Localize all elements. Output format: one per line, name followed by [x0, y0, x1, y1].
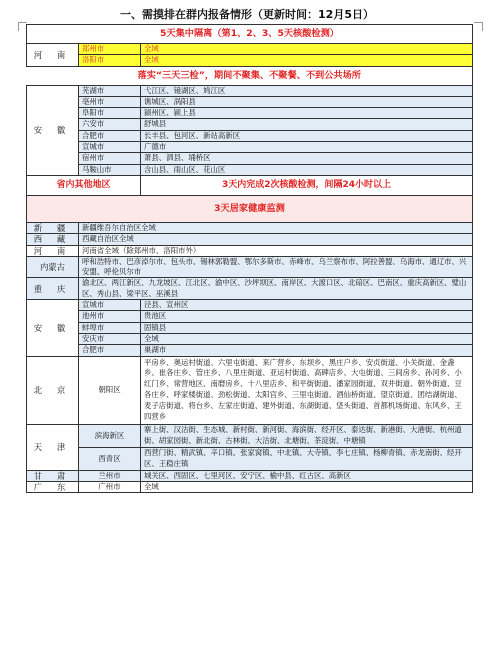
- area-cell: 寨上街、汉沽街、生态城、新村街、新河街、海滨街、经开区、泰达街、新港街、大港街、杭州道街、胡家园街、新北街、古林街、大沽街、北塘街、茶淀街、中塘镇: [141, 424, 473, 447]
- province-gansu: 甘 肃: [27, 470, 79, 481]
- district-binhai: 滨海新区: [79, 424, 141, 447]
- city-cell: 安庆市: [79, 333, 141, 344]
- province-neimenggu: 内蒙古: [27, 256, 79, 278]
- document-title: 一、需摸排在群内报备情形（更新时间：12月5日）: [120, 8, 374, 21]
- province-anhui: 安 徽: [27, 300, 79, 356]
- area-cell: 全域: [141, 333, 473, 344]
- area-cell: 新疆维吾尔自治区全域: [79, 222, 473, 233]
- province-xinjiang: 新 疆: [27, 222, 79, 233]
- area-cell: 全域: [141, 44, 473, 55]
- province-guangdong: 广 东: [27, 481, 79, 492]
- area-cell: 泾县、宣州区: [141, 300, 473, 311]
- city-cell: 六安市: [79, 119, 141, 130]
- section-three-tests: 落实“三天三检”，期间不聚集、不聚餐、不到公共场所: [27, 66, 473, 85]
- other-areas-label: 省内其他地区: [27, 175, 141, 195]
- corner-mark-icon: [474, 22, 483, 31]
- city-cell: 广州市: [79, 481, 141, 492]
- city-cell: 郑州市: [79, 44, 141, 55]
- province-chongqing: 重 庆: [27, 278, 79, 300]
- document-page: [26, 6, 472, 493]
- area-cell: 固镇县: [141, 322, 473, 333]
- city-cell: 宣城市: [79, 300, 141, 311]
- area-cell: 全域: [141, 55, 473, 66]
- city-cell: 合肥市: [79, 345, 141, 356]
- city-cell: 洛阳市: [79, 55, 141, 66]
- province-anhui: 安 徽: [27, 85, 79, 175]
- city-cell: 池州市: [79, 311, 141, 322]
- city-cell: 宣城市: [79, 142, 141, 153]
- area-cell: 城关区、西固区、七里河区、安宁区、榆中县、红古区、高新区: [141, 470, 473, 481]
- city-cell: 亳州市: [79, 96, 141, 107]
- area-cell: 弋江区、镜湖区、鸠江区: [141, 85, 473, 96]
- area-cell: 贵池区: [141, 311, 473, 322]
- section-quarantine: 5天集中隔离（第1、2、3、5天核酸检测）: [27, 25, 473, 44]
- area-cell: 长丰县、包河区、新站高新区: [141, 130, 473, 141]
- province-henan: 河 南: [27, 245, 79, 256]
- area-cell: 平房乡、奥运村街道、六里屯街道、来广营乡、东坝乡、黑庄户乡、安贞街道、小关街道、金盏乡、崔各庄乡、管庄乡、八里庄街道、亚运村街道、高碑店乡、大屯街道、三间房乡、孙河乡、小红门乡、常营地区、南磨房乡、十八里店乡、和平街街道、潘家园街道、双井街道、朝外街道、豆各庄乡、呼家楼街道、劲松街道、太阳宫乡、三里屯街道、酒仙桥街道、望京街道、团结湖街道、麦子店街道、将台乡、左家庄街道、建外街道、东湖街道、垡头街道、首都机场街道、东风乡、王四营乡: [141, 356, 473, 424]
- province-beijing: 北 京: [27, 356, 79, 424]
- city-cell: 蚌埠市: [79, 322, 141, 333]
- area-cell: 全域: [141, 481, 473, 492]
- area-cell: 萧县、泗县、埇桥区: [141, 153, 473, 164]
- other-areas-rule: 3天内完成2次核酸检测，间隔24小时以上: [141, 175, 473, 195]
- province-henan: 河 南: [27, 44, 79, 67]
- area-cell: 西藏自治区全域: [79, 234, 473, 245]
- area-cell: 呼和浩特市、巴彦淖尔市、包头市、锡林郭勒盟、鄂尔多斯市、赤峰市、乌兰察布市、阿拉善盟、乌海市、通辽市、兴安盟、呼伦贝尔市: [79, 256, 473, 278]
- area-cell: 渝北区、两江新区、九龙坡区、江北区、渝中区、沙坪坝区、南岸区、大渡口区、北碚区、巴南区、重庆高新区、璧山区、秀山县、梁平区、巫溪县: [79, 278, 473, 300]
- area-cell: 含山县、雨山区、花山区: [141, 164, 473, 175]
- area-cell: 河南省全域（除郑州市、洛阳市外）: [79, 245, 473, 256]
- area-cell: 舒城县: [141, 119, 473, 130]
- district-chaoyang: 朝阳区: [79, 356, 141, 424]
- area-cell: 谯城区、涡阳县: [141, 96, 473, 107]
- province-tianjin: 天 津: [27, 424, 79, 470]
- district-xiqing: 西青区: [79, 447, 141, 470]
- city-cell: 阜阳市: [79, 108, 141, 119]
- area-cell: 广德市: [141, 142, 473, 153]
- area-cell: 颍州区、颍上县: [141, 108, 473, 119]
- city-cell: 兰州市: [79, 470, 141, 481]
- report-table: [26, 24, 473, 493]
- province-xizang: 西 藏: [27, 234, 79, 245]
- city-cell: 宿州市: [79, 153, 141, 164]
- area-cell: 西营门街、精武镇、辛口镇、张家窝镇、中北镇、大寺镇、李七庄镇、杨柳青镇、赤龙南街、经开区、王稳庄镇: [141, 447, 473, 470]
- city-cell: 芜湖市: [79, 85, 141, 96]
- city-cell: 马鞍山市: [79, 164, 141, 175]
- section-home-monitor: 3天居家健康监测: [27, 195, 473, 222]
- area-cell: 巢湖市: [141, 345, 473, 356]
- city-cell: 合肥市: [79, 130, 141, 141]
